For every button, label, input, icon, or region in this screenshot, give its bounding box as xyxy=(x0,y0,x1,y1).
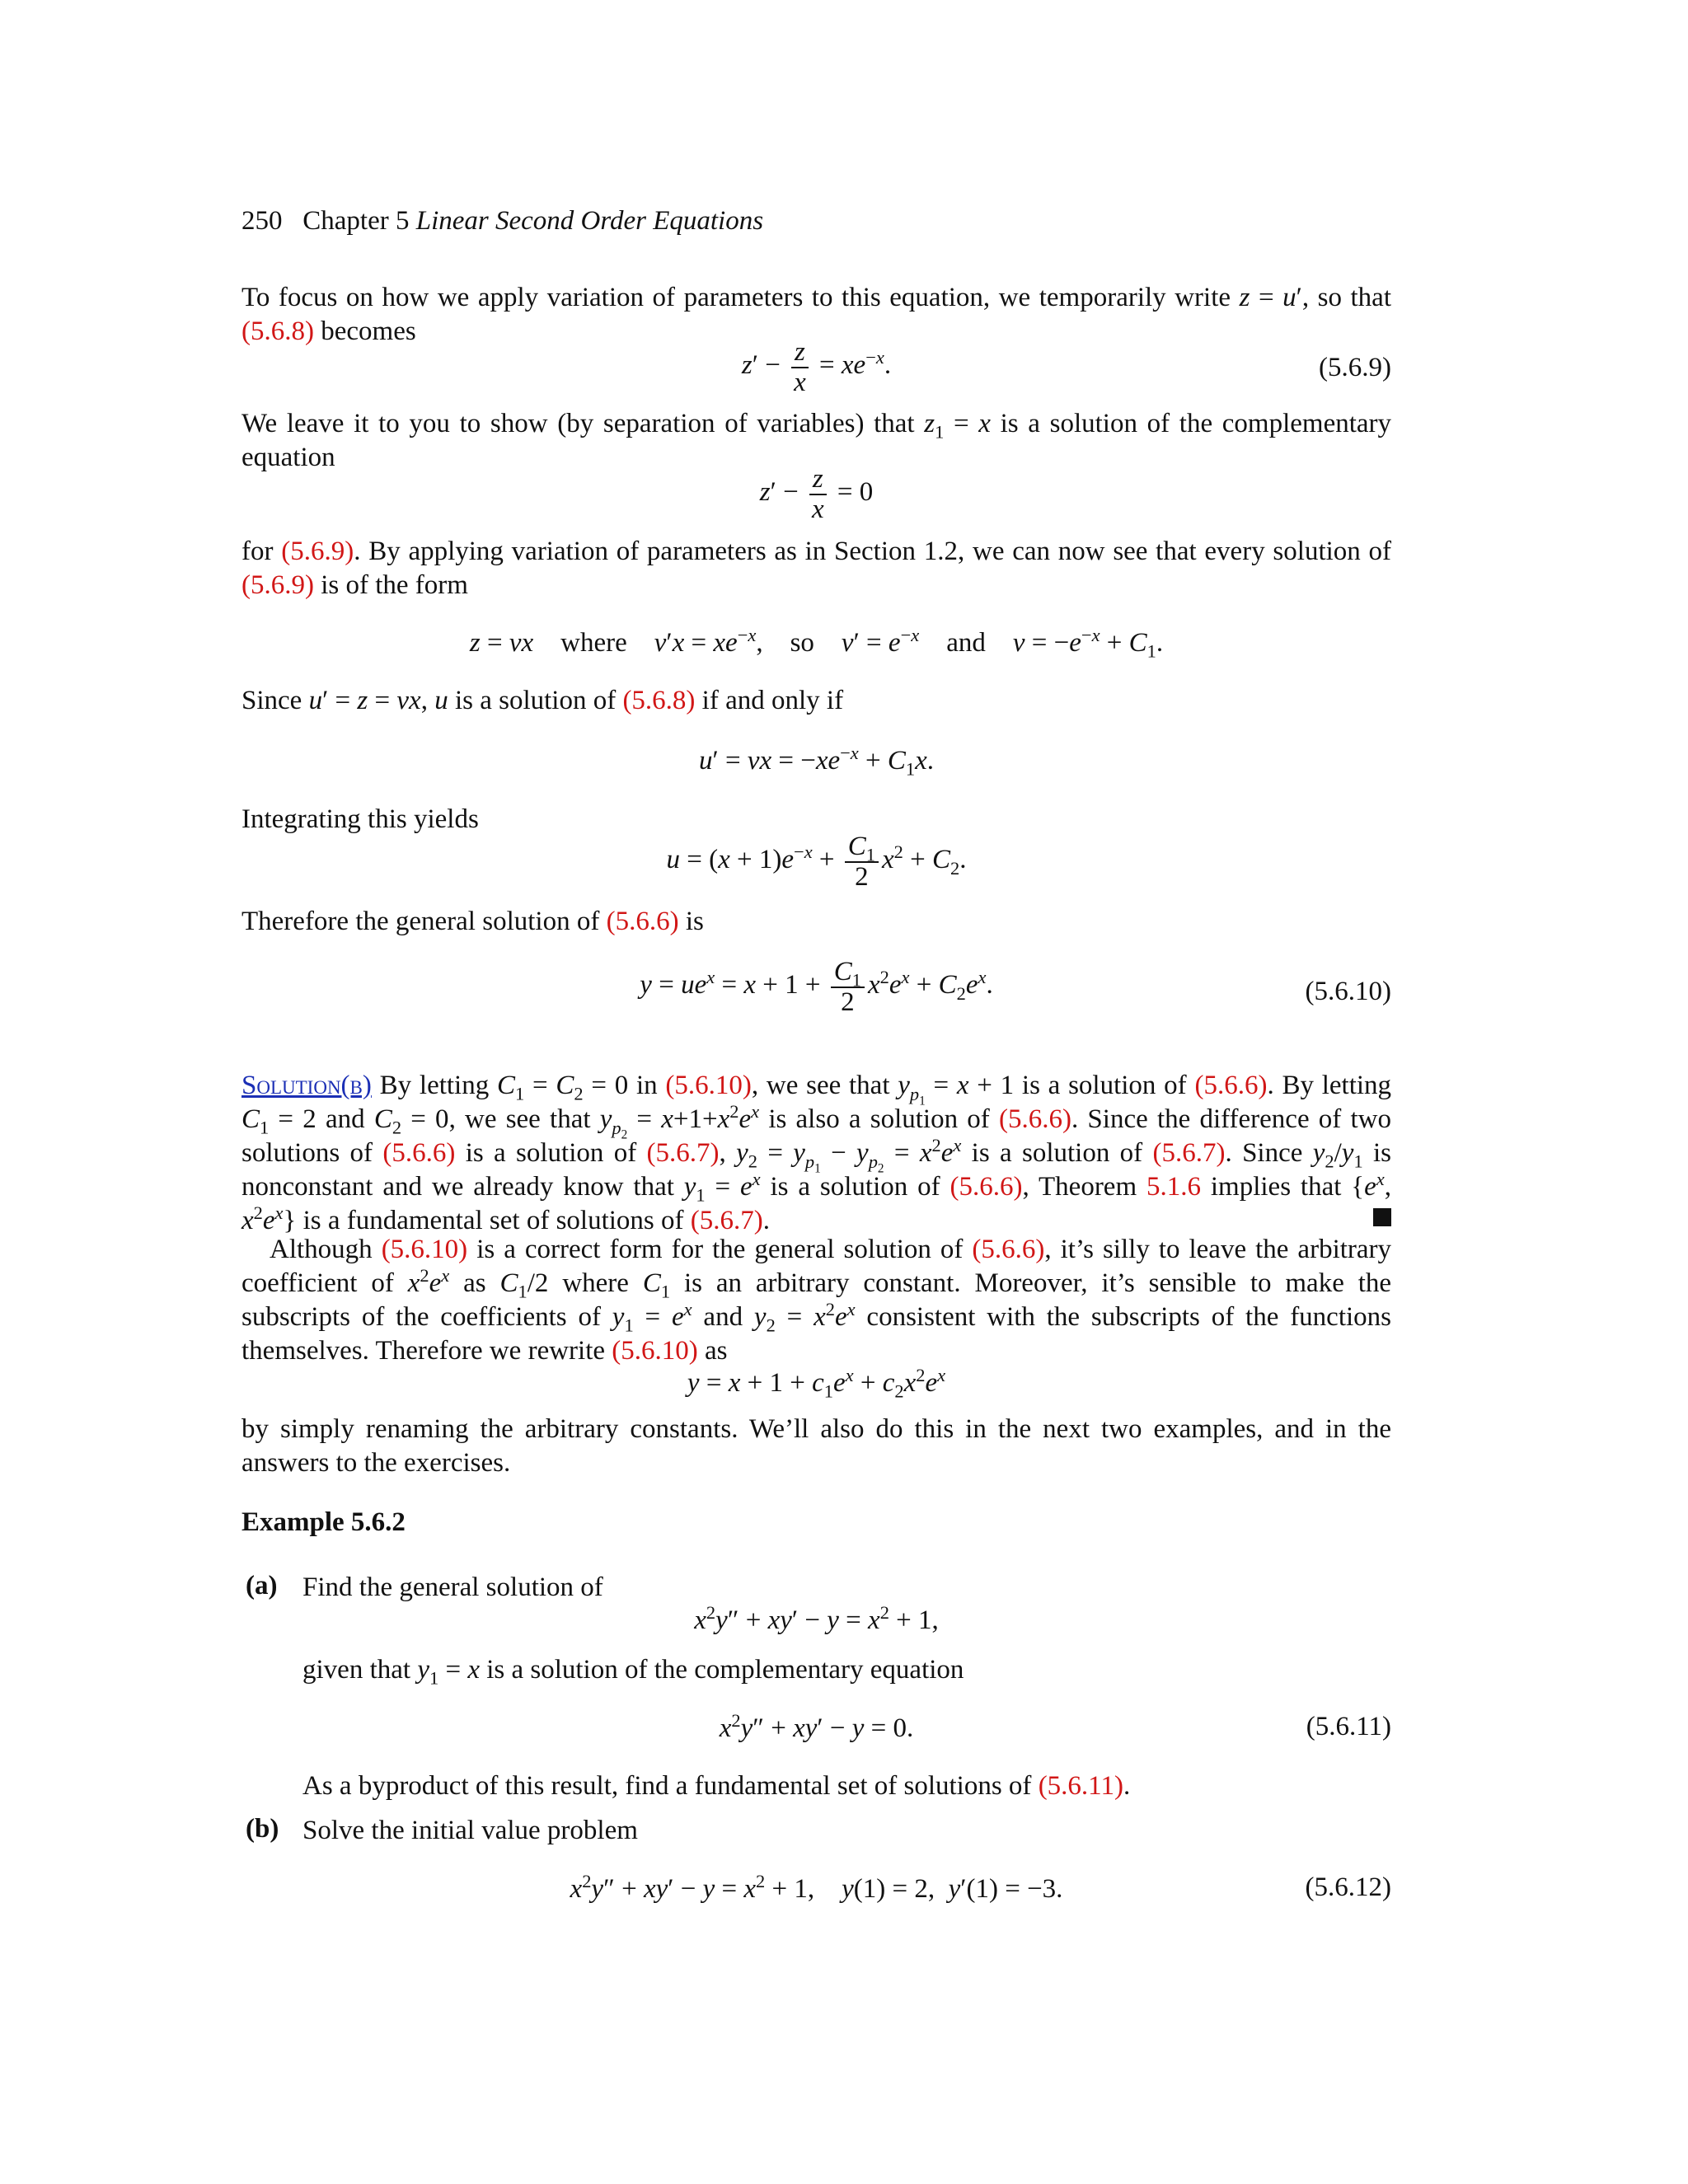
solution-b-paragraph: Solution(b) By letting $C_1 = C_2 = 0$ in (5.6.10), we see that $y_{p_1} = x + 1$ is a solution of (5.6.6). By letting $C_1 = 2$ and $C_2 = 0$, we see that $y_{p_2} = x+1+x^2e^x$ is also a solution of (5.6.6). Since the difference of two solutions of (5.6.6) is a solution of (5.6.7), $y_2 = y_{p_1} - y_{p_2} = x^2e^x$ is a solution of (5.6.7). Since $y_2/y_1$ is nonconstant and we already know that $y_1 = e^x$ is a solution of (5.6.6), Theorem 5.1.6 implies that {$e^x$, $x^2e^x$} is a fundamental set of solutions of (5.6.7). xyxy=(241,1071,1392,1235)
equation-reference[interactable]: (5.6.9) xyxy=(281,537,354,566)
part-a-byproduct: As a byproduct of this result, find a fundamental set of solutions of (5.6.11). xyxy=(302,1771,1131,1801)
paragraph: Since u′ = z = vx, u is a solution of (5.6.8) if and only if xyxy=(241,686,844,715)
paragraph: Although (5.6.10) is a correct form for the general solution of (5.6.6), it’s silly to leave the arbitrary coefficient of $x^2e^x$ as $C_1/2$ where $C_1$ is an arbitrary constant. Moreover, it’s sensible to make the subscripts of the coefficients of $y_1 = e^x$ and $y_2 = x^2e^x$ consistent with the subscripts of the functions themselves. Therefore we rewrite (5.6.10) as xyxy=(241,1235,1392,1366)
equation-number: (5.6.10) xyxy=(1305,977,1391,1006)
chapter-title: Linear Second Order Equations xyxy=(415,206,764,236)
paragraph: Integrating this yields xyxy=(241,804,479,834)
equation-reference[interactable]: (5.6.10) xyxy=(381,1235,468,1264)
display-equation: $u = (x + 1)e^{-x}$ + $\frac{C_1}{2}$ $x^2 + C_2$. xyxy=(666,832,967,892)
chapter-label: Chapter 5 xyxy=(302,206,410,236)
equation-reference[interactable]: (5.6.7) xyxy=(1152,1138,1226,1168)
page-number: 250 xyxy=(241,206,283,236)
equation-reference[interactable]: (5.6.6) xyxy=(382,1138,456,1168)
equation-reference[interactable]: (5.6.7) xyxy=(646,1138,720,1168)
equation-reference[interactable]: (5.6.7) xyxy=(690,1206,763,1235)
equation-reference[interactable]: (5.6.6) xyxy=(950,1172,1023,1202)
paragraph: Therefore the general solution of (5.6.6) is xyxy=(241,907,704,936)
equation-number: (5.6.9) xyxy=(1319,353,1391,382)
running-header xyxy=(241,204,763,237)
part-b-text: Solve the initial value problem xyxy=(302,1816,638,1845)
equation-reference[interactable]: (5.6.8) xyxy=(622,686,696,715)
equation-reference[interactable]: (5.6.6) xyxy=(972,1235,1045,1264)
equation-number: (5.6.11) xyxy=(1306,1712,1391,1741)
paragraph: To focus on how we apply variation of parameters to this equation, we temporarily write z = u′, so that (5.6.8) becomes xyxy=(241,283,1391,346)
display-equation: $y = ue^x = x + 1$ + $\frac{C_1}{2}$ $x^2e^x + C_2e^x$. xyxy=(640,957,993,1017)
equation-reference[interactable]: (5.6.9) xyxy=(241,570,314,600)
equation-reference[interactable]: (5.6.10) xyxy=(665,1071,752,1100)
paragraph: by simply renaming the arbitrary constants. We’ll also do this in the next two examples, and in the answers to the exercises. xyxy=(241,1414,1391,1478)
display-equation: u′ = vx = $-xe^{-x} + C_1x$. xyxy=(698,743,935,780)
display-equation: z = vx where $v'x = xe^{-x}$, so $v' = e^{-x}$ and $v = -e^{-x} + C_1$. xyxy=(469,625,1164,662)
solution-b-link[interactable]: Solution(b) xyxy=(241,1071,372,1100)
equation-reference[interactable]: (5.6.11) xyxy=(1038,1771,1123,1801)
equation-number: (5.6.12) xyxy=(1305,1872,1391,1902)
theorem-reference[interactable]: 5.1.6 xyxy=(1146,1172,1201,1202)
display-equation: $x^2y'' + xy' - y = x^2 + 1$, xyxy=(694,1602,939,1635)
display-equation: $y = x + 1 + c_1e^x + c_2x^2e^x$ xyxy=(687,1365,946,1402)
part-a-given: given that $y_1 = x$ is a solution of the complementary equation xyxy=(302,1655,964,1689)
equation-reference[interactable]: (5.6.6) xyxy=(606,907,679,936)
display-equation: $x^2y'' + xy' - y = 0$. xyxy=(719,1710,914,1743)
display-equation: $x^2y'' + xy' - y = x^2 + 1$, y(1) = 2, y′(1) = −3. xyxy=(570,1871,1063,1904)
equation-reference[interactable]: (5.6.6) xyxy=(1194,1071,1268,1100)
part-a-label: (a) xyxy=(246,1571,278,1601)
equation-reference[interactable]: (5.6.6) xyxy=(999,1104,1071,1134)
part-b-label: (b) xyxy=(246,1814,279,1844)
part-a-text: Find the general solution of xyxy=(302,1572,603,1602)
display-equation: z′ − $\frac{z}{x}$ = $xe^{-x}$. xyxy=(741,337,892,397)
display-equation: z′ − $\frac{z}{x}$ = 0 xyxy=(759,464,874,524)
paragraph: for (5.6.9). By applying variation of parameters as in Section 1.2, we can now see that every solution of (5.6.9) is of the form xyxy=(241,537,1392,600)
example-heading: Example 5.6.2 xyxy=(241,1507,406,1537)
equation-reference[interactable]: (5.6.10) xyxy=(612,1336,698,1366)
qed-square-icon xyxy=(1373,1208,1391,1226)
equation-reference[interactable]: (5.6.8) xyxy=(241,316,314,346)
paragraph: We leave it to you to show (by separation of variables) that $z_1 = x$ is a solution of the complementary equation xyxy=(241,409,1392,472)
